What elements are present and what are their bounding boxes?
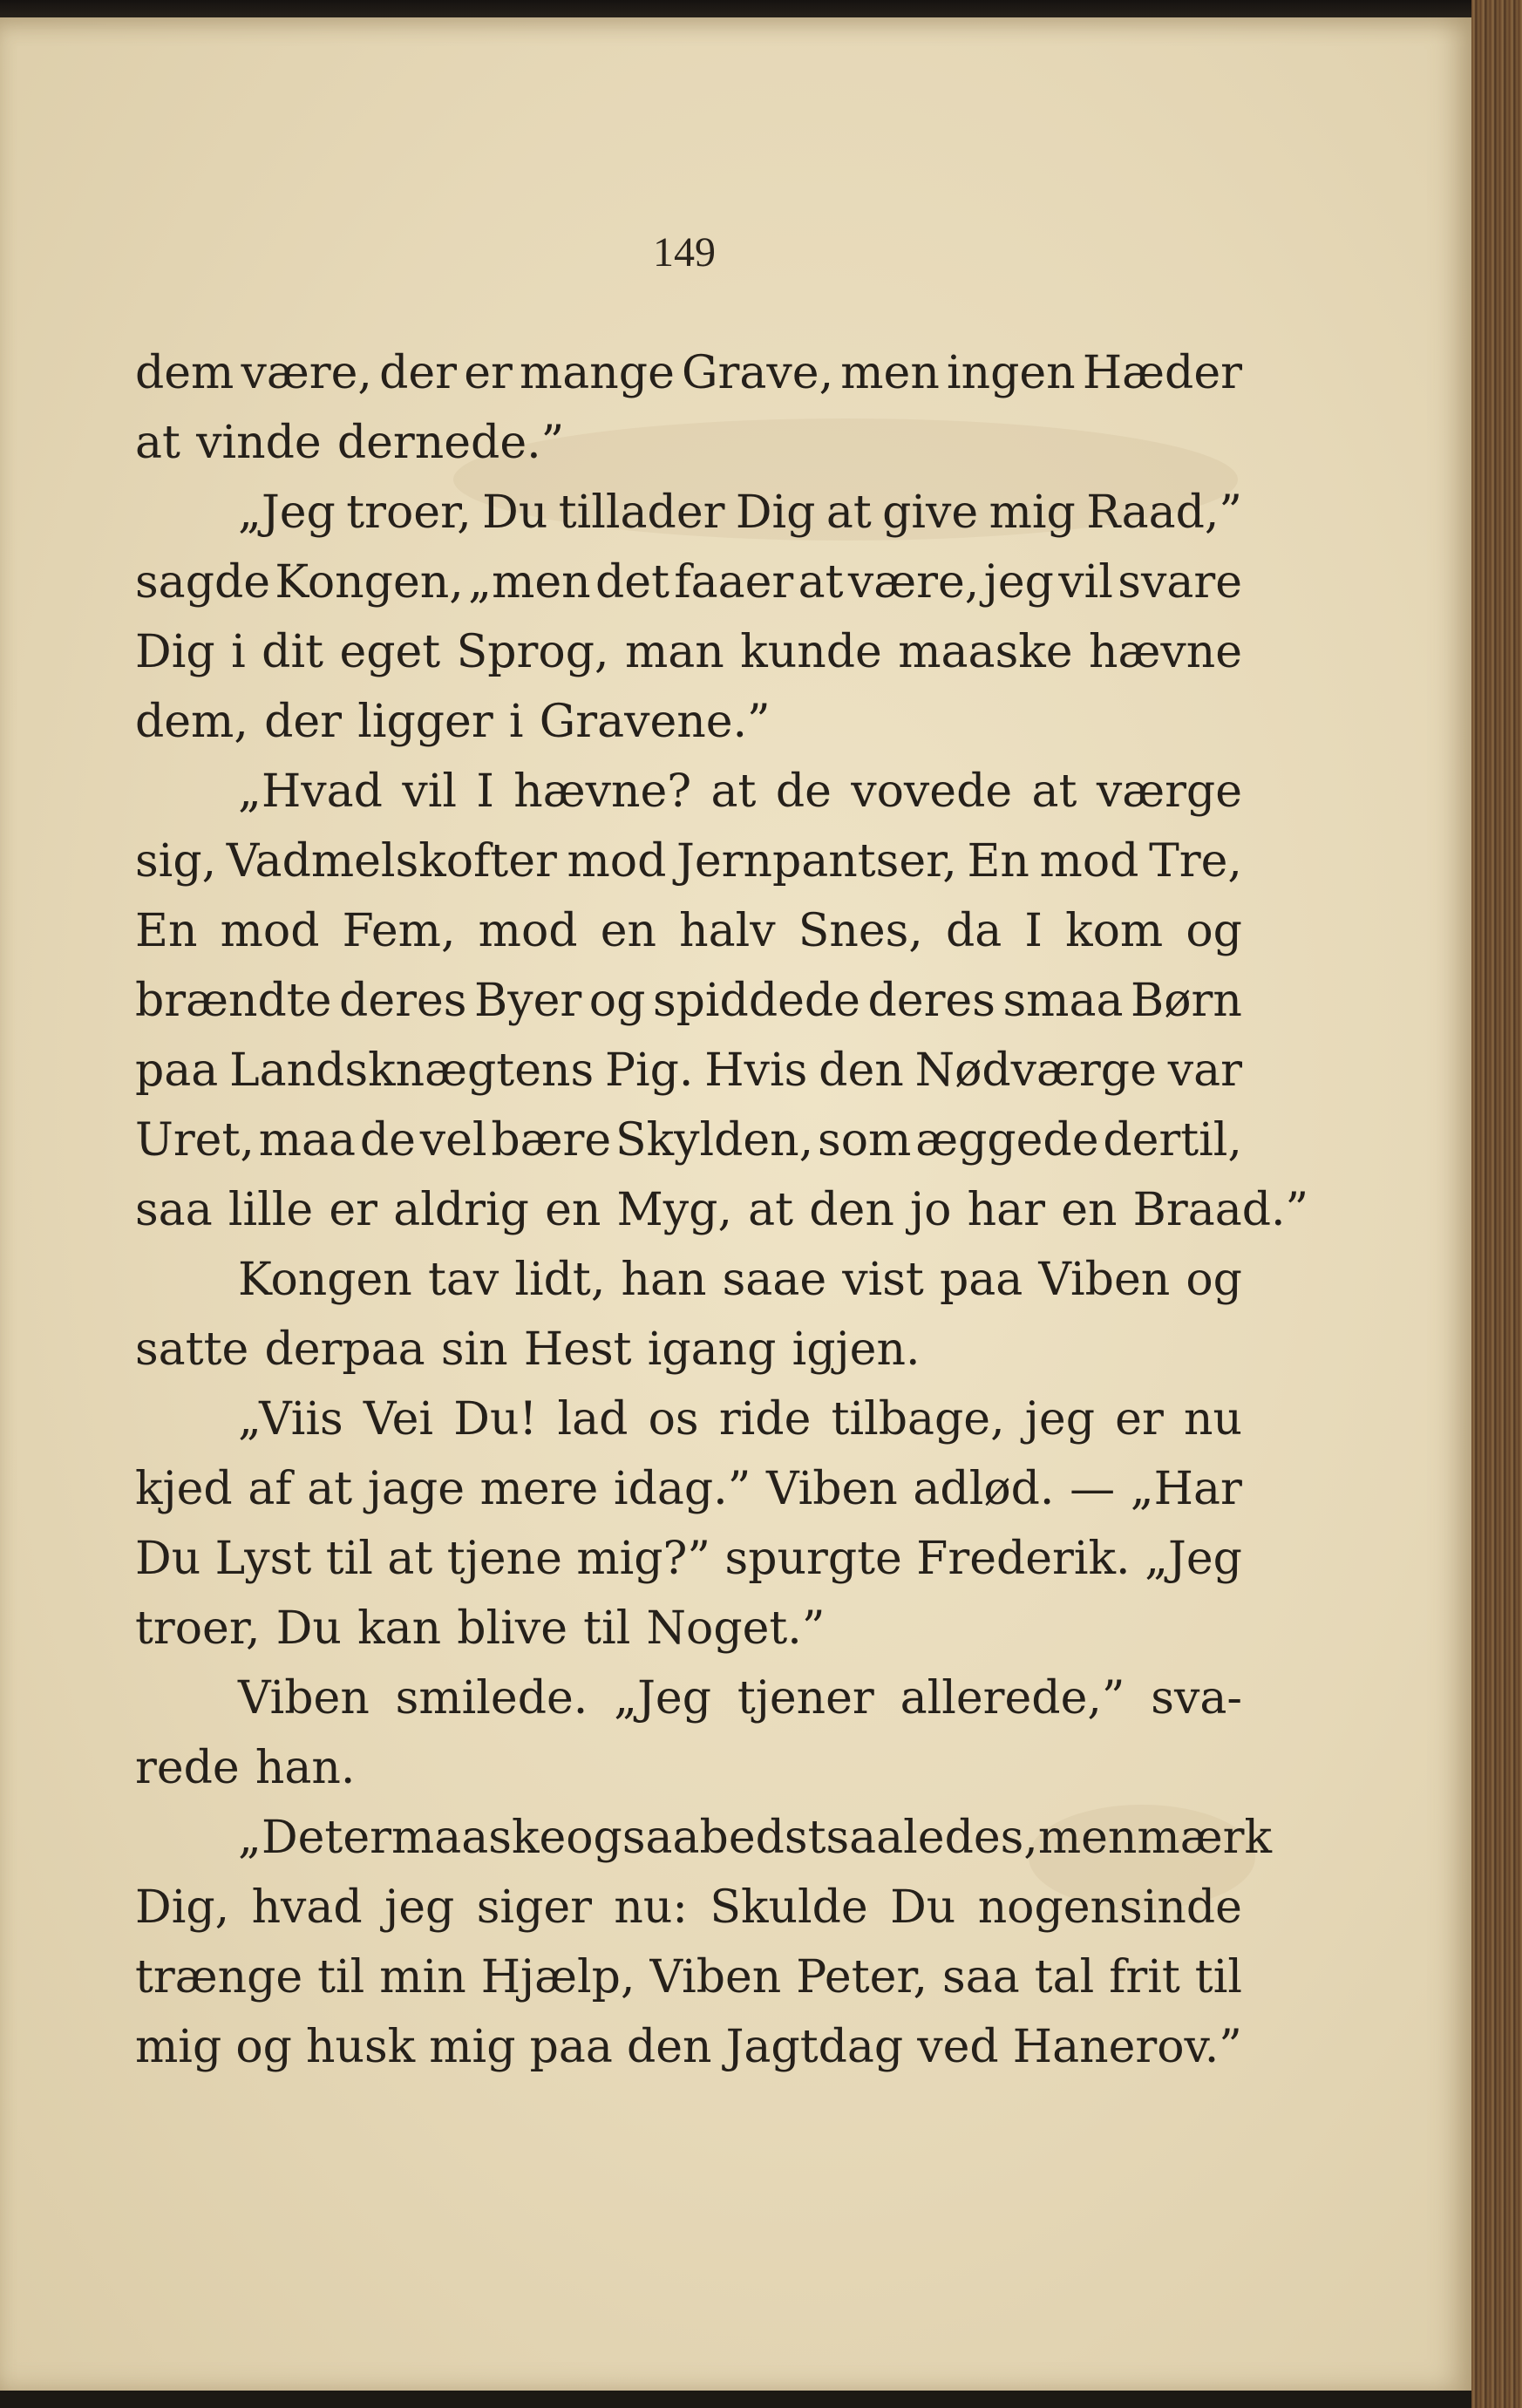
word: smaa xyxy=(1002,975,1124,1027)
word: Du xyxy=(890,1881,956,1934)
word: da xyxy=(945,905,1002,957)
word: Byer xyxy=(473,975,582,1027)
word: Sprog, xyxy=(456,626,609,678)
word: Noget.” xyxy=(646,1602,826,1655)
word: dit xyxy=(262,626,323,678)
word: jage xyxy=(367,1463,465,1515)
word: tilbage, xyxy=(831,1393,1005,1445)
word: en xyxy=(545,1184,601,1236)
word: Viben xyxy=(649,1951,782,2003)
word: Du xyxy=(275,1602,342,1655)
text-line xyxy=(135,1245,1242,1315)
text-line xyxy=(135,1524,1242,1594)
word: lad xyxy=(557,1393,629,1445)
word: til xyxy=(317,1951,365,2003)
word: Frederik. xyxy=(916,1533,1131,1585)
word: er xyxy=(1115,1393,1164,1445)
word: deres xyxy=(867,975,995,1027)
word: Viben xyxy=(765,1463,898,1515)
word: hvad xyxy=(251,1881,363,1934)
word: En xyxy=(967,835,1029,888)
word: vil xyxy=(402,765,457,818)
word: som xyxy=(818,1114,912,1167)
word: mere xyxy=(479,1463,599,1515)
word: Braad.” xyxy=(1132,1184,1309,1236)
text-line xyxy=(135,1663,1242,1733)
word: igang xyxy=(647,1323,777,1376)
page-number: 149 xyxy=(653,229,716,275)
word: hævne? xyxy=(513,765,692,818)
word: Hest xyxy=(523,1323,632,1376)
word: Peter, xyxy=(796,1951,928,2003)
text-line xyxy=(135,1873,1242,1942)
word: „Har xyxy=(1130,1463,1242,1515)
word: mærk xyxy=(1137,1812,1272,1864)
word: har xyxy=(967,1184,1045,1236)
word: rede xyxy=(135,1742,240,1794)
word: os xyxy=(648,1393,699,1445)
word: mod xyxy=(220,905,320,957)
word: paa xyxy=(135,1044,219,1097)
text-line xyxy=(135,687,1242,757)
word: en xyxy=(1061,1184,1118,1236)
word: mig xyxy=(135,2021,222,2073)
word: mig xyxy=(429,2021,516,2073)
word: faaer xyxy=(674,556,794,609)
word: mig?” xyxy=(576,1533,711,1585)
word: en xyxy=(600,905,656,957)
word: til xyxy=(583,1602,631,1655)
word: Dig xyxy=(735,486,816,539)
word: at xyxy=(798,556,844,609)
word: er xyxy=(343,1812,391,1864)
word: „Jeg xyxy=(614,1672,711,1724)
word: lille xyxy=(228,1184,314,1236)
word: mod xyxy=(1039,835,1139,888)
word: Pig. xyxy=(605,1044,694,1097)
word: Myg, xyxy=(616,1184,732,1236)
word: En xyxy=(135,905,198,957)
book-spine-edge xyxy=(1471,0,1522,2408)
word: de xyxy=(775,765,832,818)
word: sva- xyxy=(1151,1672,1242,1724)
word: være, xyxy=(241,347,372,399)
word: de xyxy=(359,1114,416,1167)
word: brændte xyxy=(135,975,332,1027)
word: spiddede xyxy=(652,975,860,1027)
word: tal xyxy=(1034,1951,1095,2003)
word: idag.” xyxy=(613,1463,751,1515)
word: bære xyxy=(491,1114,612,1167)
text-line xyxy=(135,826,1242,896)
word: bedst xyxy=(699,1812,826,1864)
word: adlød. xyxy=(913,1463,1055,1515)
word: „Jeg xyxy=(238,486,336,539)
word: nu xyxy=(1184,1393,1242,1445)
word: Du xyxy=(135,1533,201,1585)
word: vist xyxy=(842,1254,924,1306)
word: paa xyxy=(939,1254,1023,1306)
word: maaske xyxy=(391,1812,567,1864)
word: — xyxy=(1070,1463,1116,1515)
word: Dig xyxy=(135,626,215,678)
word: han xyxy=(621,1254,707,1306)
word: og xyxy=(235,2021,292,2073)
word: tillader xyxy=(558,486,725,539)
word: svare xyxy=(1118,556,1242,609)
word: lidt, xyxy=(514,1254,606,1306)
word: trænge xyxy=(135,1951,303,2003)
word: I xyxy=(476,765,494,818)
word: den xyxy=(819,1044,904,1097)
word: Vadmelskofter xyxy=(226,835,557,888)
text-line xyxy=(135,1105,1242,1175)
word: der xyxy=(264,696,343,748)
text-line xyxy=(135,896,1242,966)
word: halv xyxy=(679,905,776,957)
word: hævne xyxy=(1088,626,1242,678)
text-line xyxy=(135,1175,1309,1245)
body-text xyxy=(135,338,1309,2082)
word: Viben xyxy=(1038,1254,1171,1306)
word: Raad,” xyxy=(1086,486,1242,539)
word: han. xyxy=(255,1742,356,1794)
text-line xyxy=(135,338,1242,408)
word: i xyxy=(231,626,246,678)
word: er xyxy=(329,1184,378,1236)
word: allerede,” xyxy=(900,1672,1125,1724)
word: til xyxy=(325,1533,373,1585)
word: der xyxy=(379,347,458,399)
word: tav xyxy=(427,1254,499,1306)
word: Børn xyxy=(1131,975,1242,1027)
word: frit xyxy=(1109,1951,1180,2003)
word: „Jeg xyxy=(1145,1533,1242,1585)
word: at xyxy=(307,1463,353,1515)
word: Jernpantser, xyxy=(676,835,957,888)
word: det xyxy=(595,556,669,609)
word: Hjælp, xyxy=(480,1951,635,2003)
word: Dig, xyxy=(135,1881,230,1934)
word: „Viis xyxy=(238,1393,343,1445)
text-line xyxy=(135,2012,1242,2082)
word: i xyxy=(508,696,524,748)
word: Gravene.” xyxy=(539,696,771,748)
word: min xyxy=(379,1951,466,2003)
word: tjener xyxy=(737,1672,874,1724)
text-line xyxy=(135,1803,1272,1873)
word: siger xyxy=(476,1881,592,1934)
word: Kongen xyxy=(238,1254,412,1306)
text-line xyxy=(135,548,1242,617)
text-line xyxy=(135,757,1242,826)
word: ogsaa xyxy=(566,1812,700,1864)
text-line xyxy=(135,1733,1242,1803)
word: Hvis xyxy=(704,1044,808,1097)
word: saa xyxy=(135,1184,213,1236)
word: Kongen, xyxy=(275,556,464,609)
word: Tre, xyxy=(1149,835,1242,888)
word: satte xyxy=(135,1323,249,1376)
word: vinde xyxy=(196,417,322,469)
word: Landsknægtens xyxy=(229,1044,595,1097)
word: og xyxy=(1186,1254,1242,1306)
word: troer, xyxy=(346,486,472,539)
word: at xyxy=(748,1184,794,1236)
text-line xyxy=(135,1036,1242,1105)
word: dem, xyxy=(135,696,248,748)
word: Jagtdag xyxy=(725,2021,904,2073)
text-line xyxy=(135,1384,1242,1454)
word: kan xyxy=(357,1602,442,1655)
word: Lyst xyxy=(214,1533,312,1585)
word: maaske xyxy=(898,626,1073,678)
word: I xyxy=(1024,905,1043,957)
word: sig, xyxy=(135,835,217,888)
word: er xyxy=(464,347,513,399)
word: og xyxy=(588,975,646,1027)
word: spurgte xyxy=(724,1533,902,1585)
word: dertil, xyxy=(1103,1114,1242,1167)
word: vil xyxy=(1058,556,1113,609)
word: paa xyxy=(529,2021,613,2073)
word: jeg xyxy=(983,556,1054,609)
word: Grave, xyxy=(682,347,834,399)
word: Uret, xyxy=(135,1114,255,1167)
text-line xyxy=(135,408,1242,478)
word: mod xyxy=(567,835,667,888)
word: ved xyxy=(917,2021,999,2073)
word: og xyxy=(1186,905,1242,957)
word: ride xyxy=(718,1393,812,1445)
text-line xyxy=(135,1315,1242,1384)
word: saaledes, xyxy=(826,1812,1038,1864)
word: man xyxy=(624,626,724,678)
word: nu: xyxy=(614,1881,688,1934)
word: vovede xyxy=(851,765,1013,818)
word: Vei xyxy=(363,1393,434,1445)
word: være, xyxy=(847,556,980,609)
text-line xyxy=(135,478,1242,548)
word: dernede.” xyxy=(336,417,565,469)
word: den xyxy=(626,2021,712,2073)
word: „Det xyxy=(238,1812,343,1864)
text-line xyxy=(135,1454,1242,1524)
word: jeg xyxy=(384,1881,455,1934)
word: eget xyxy=(339,626,441,678)
word: Hanerov.” xyxy=(1012,2021,1242,2073)
word: husk xyxy=(305,2021,416,2073)
word: mange xyxy=(519,347,675,399)
word: Fem, xyxy=(342,905,456,957)
word: jeg xyxy=(1024,1393,1095,1445)
word: troer, xyxy=(135,1602,261,1655)
word: „men xyxy=(468,556,591,609)
word: Hæder xyxy=(1082,347,1242,399)
word: værge xyxy=(1096,765,1242,818)
word: vel xyxy=(419,1114,487,1167)
word: til xyxy=(1194,1951,1242,2003)
word: kjed xyxy=(135,1463,233,1515)
word: at xyxy=(826,486,872,539)
text-line xyxy=(135,617,1242,687)
word: sagde xyxy=(135,556,271,609)
word: ligger xyxy=(357,696,493,748)
word: Viben xyxy=(238,1672,370,1724)
word: Nødværge xyxy=(914,1044,1157,1097)
word: at xyxy=(387,1533,433,1585)
word: Snes, xyxy=(798,905,923,957)
word: nogensinde xyxy=(977,1881,1242,1934)
word: jo xyxy=(910,1184,952,1236)
word: var xyxy=(1167,1044,1242,1097)
word: men xyxy=(840,347,940,399)
word: at xyxy=(135,417,180,469)
word: „Hvad xyxy=(238,765,383,818)
word: Skulde xyxy=(710,1881,868,1934)
word: aldrig xyxy=(393,1184,529,1236)
word: af xyxy=(248,1463,292,1515)
word: at xyxy=(710,765,757,818)
word: at xyxy=(1031,765,1077,818)
word: give xyxy=(882,486,979,539)
word: mod xyxy=(478,905,578,957)
word: mig xyxy=(989,486,1076,539)
word: tjene xyxy=(446,1533,562,1585)
word: Skylden, xyxy=(615,1114,814,1167)
word: derpaa xyxy=(264,1323,425,1376)
word: ingen xyxy=(946,347,1076,399)
word: sin xyxy=(440,1323,508,1376)
word: Du! xyxy=(453,1393,538,1445)
word: maa xyxy=(258,1114,357,1167)
word: æggede xyxy=(915,1114,1099,1167)
word: kom xyxy=(1065,905,1164,957)
word: saa xyxy=(942,1951,1020,2003)
word: deres xyxy=(339,975,467,1027)
word: dem xyxy=(135,347,234,399)
word: Du xyxy=(482,486,548,539)
text-line xyxy=(135,1942,1242,2012)
text-line xyxy=(135,1594,1242,1663)
word: men xyxy=(1037,1812,1138,1864)
text-line xyxy=(135,966,1242,1036)
word: saae xyxy=(722,1254,827,1306)
word: blive xyxy=(457,1602,567,1655)
word: igjen. xyxy=(792,1323,921,1376)
word: kunde xyxy=(740,626,882,678)
word: den xyxy=(809,1184,894,1236)
word: smilede. xyxy=(395,1672,588,1724)
